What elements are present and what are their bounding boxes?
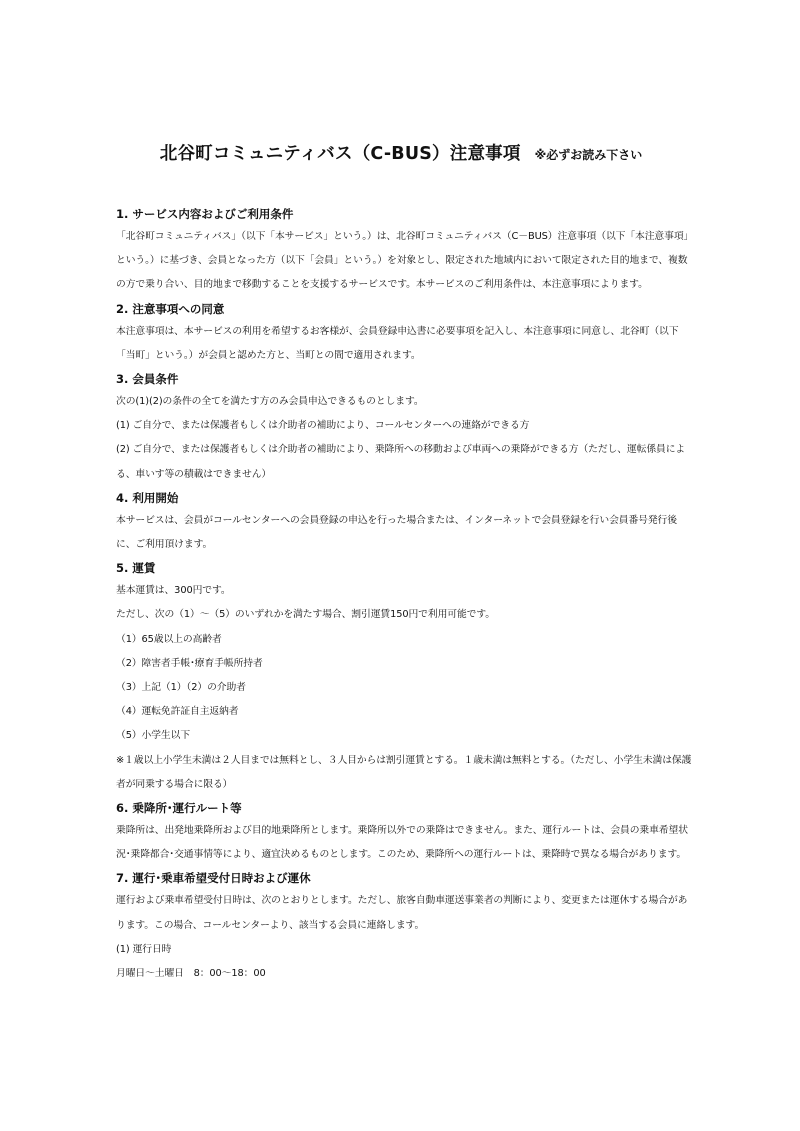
section-6 [116,797,692,867]
document-page [116,140,692,986]
fare-note: ※１歳以上小学生未満は２人目までは無料とし、３人目からは割引運賃とする。１歳未満は無料とする。（ただし、小学生未満は保護者が同乗する場合に限る） [116,754,692,790]
section-paragraph: 次の(1)(2)の条件の全てを満たす方のみ会員申込できるものとします。 [116,396,424,408]
section-paragraph: 運行および乗車希望受付日時は、次のとおりとします。ただし、旅客自動車運送事業者の判断により、変更または運休する場合があります。この場合、コールセンターより、該当する会員に連絡します。 [116,895,688,931]
fare-item: （1）65歳以上の高齢者 [116,633,222,645]
condition-item: (1) ご自分で、または保護者もしくは介助者の補助により、コールセンターへの連絡ができる方 [116,420,530,432]
section-heading: 4. 利用開始 [116,490,179,505]
title-row [110,140,692,165]
section-1 [116,203,692,298]
section-heading: 7. 運行･乗車希望受付日時および運休 [116,871,311,886]
section-paragraph: 基本運賃は、300円です。 [116,585,231,597]
section-paragraph: 本注意事項は、本サービスの利用を希望するお客様が、会員登録申込書に必要事項を記入し、本注意事項に同意し、北谷町（以下「当町」という。）が会員と認めた方と、当町との間で適用されます。 [116,325,679,361]
section-2 [116,298,692,368]
schedule-hours: 月曜日～土曜日 8：00～18：00 [116,968,266,980]
section-paragraph: ただし、次の（1）～（5）のいずれかを満たす場合、割引運賃150円で利用可能です。 [116,609,495,621]
fare-item: （3）上記（1）（2）の介助者 [116,682,246,694]
section-heading: 1. サービス内容およびご利用条件 [116,207,294,221]
section-5 [116,557,692,797]
section-paragraph: 本サービスは、会員がコールセンターへの会員登録の申込を行った場合または、インターネットで会員登録を行い会員番号発行後に、ご利用頂けます。 [116,514,677,551]
fare-item: （2）障害者手帳･療育手帳所持者 [116,657,263,669]
fare-item: （4）運転免許証自主返納者 [116,706,239,718]
page-title: 北谷町コミュニティバス（C-BUS）注意事項 [159,144,521,164]
section-3 [116,368,692,487]
section-heading: 3. 会員条件 [116,372,179,387]
title-note: ※必ずお読み下さい [534,148,643,162]
fare-item: （5）小学生以下 [116,730,191,742]
section-4 [116,487,692,557]
section-heading: 2. 注意事項への同意 [116,301,225,316]
section-7 [116,867,692,986]
section-paragraph: 乗降所は、出発地乗降所および目的地乗降所とします。乗降所以外での乗降はできません。また、運行ルートは、会員の乗車希望状況･乗降都合･交通事情等により、適宜決めるものとします。このため、乗降所への運行ルートは、乗降時で異なる場合があります。 [116,825,688,861]
section-heading: 5. 運賃 [116,561,156,576]
condition-item: (2) ご自分で、または保護者もしくは介助者の補助により、乗降所への移動および車両への乗降ができる方（ただし、運転係員による、車いす等の積載はできません） [116,444,686,480]
schedule-item: (1) 運行日時 [116,943,172,955]
section-heading: 6. 乗降所･運行ルート等 [116,801,242,816]
section-paragraph: 「北谷町コミュニティバス」（以下「本サービス」という。）は、北谷町コミュニティバス（C－BUS）注意事項（以下「本注意事項」という。）に基づき、会員となった方（以下「会員」という。）を対象とし、限定された地域内において限定された目的地まで、複数の方で乗り合い、目的地まで移動することを支援するサービスです。本サービスのご利用条件は、本注意事項によります。 [116,231,689,291]
